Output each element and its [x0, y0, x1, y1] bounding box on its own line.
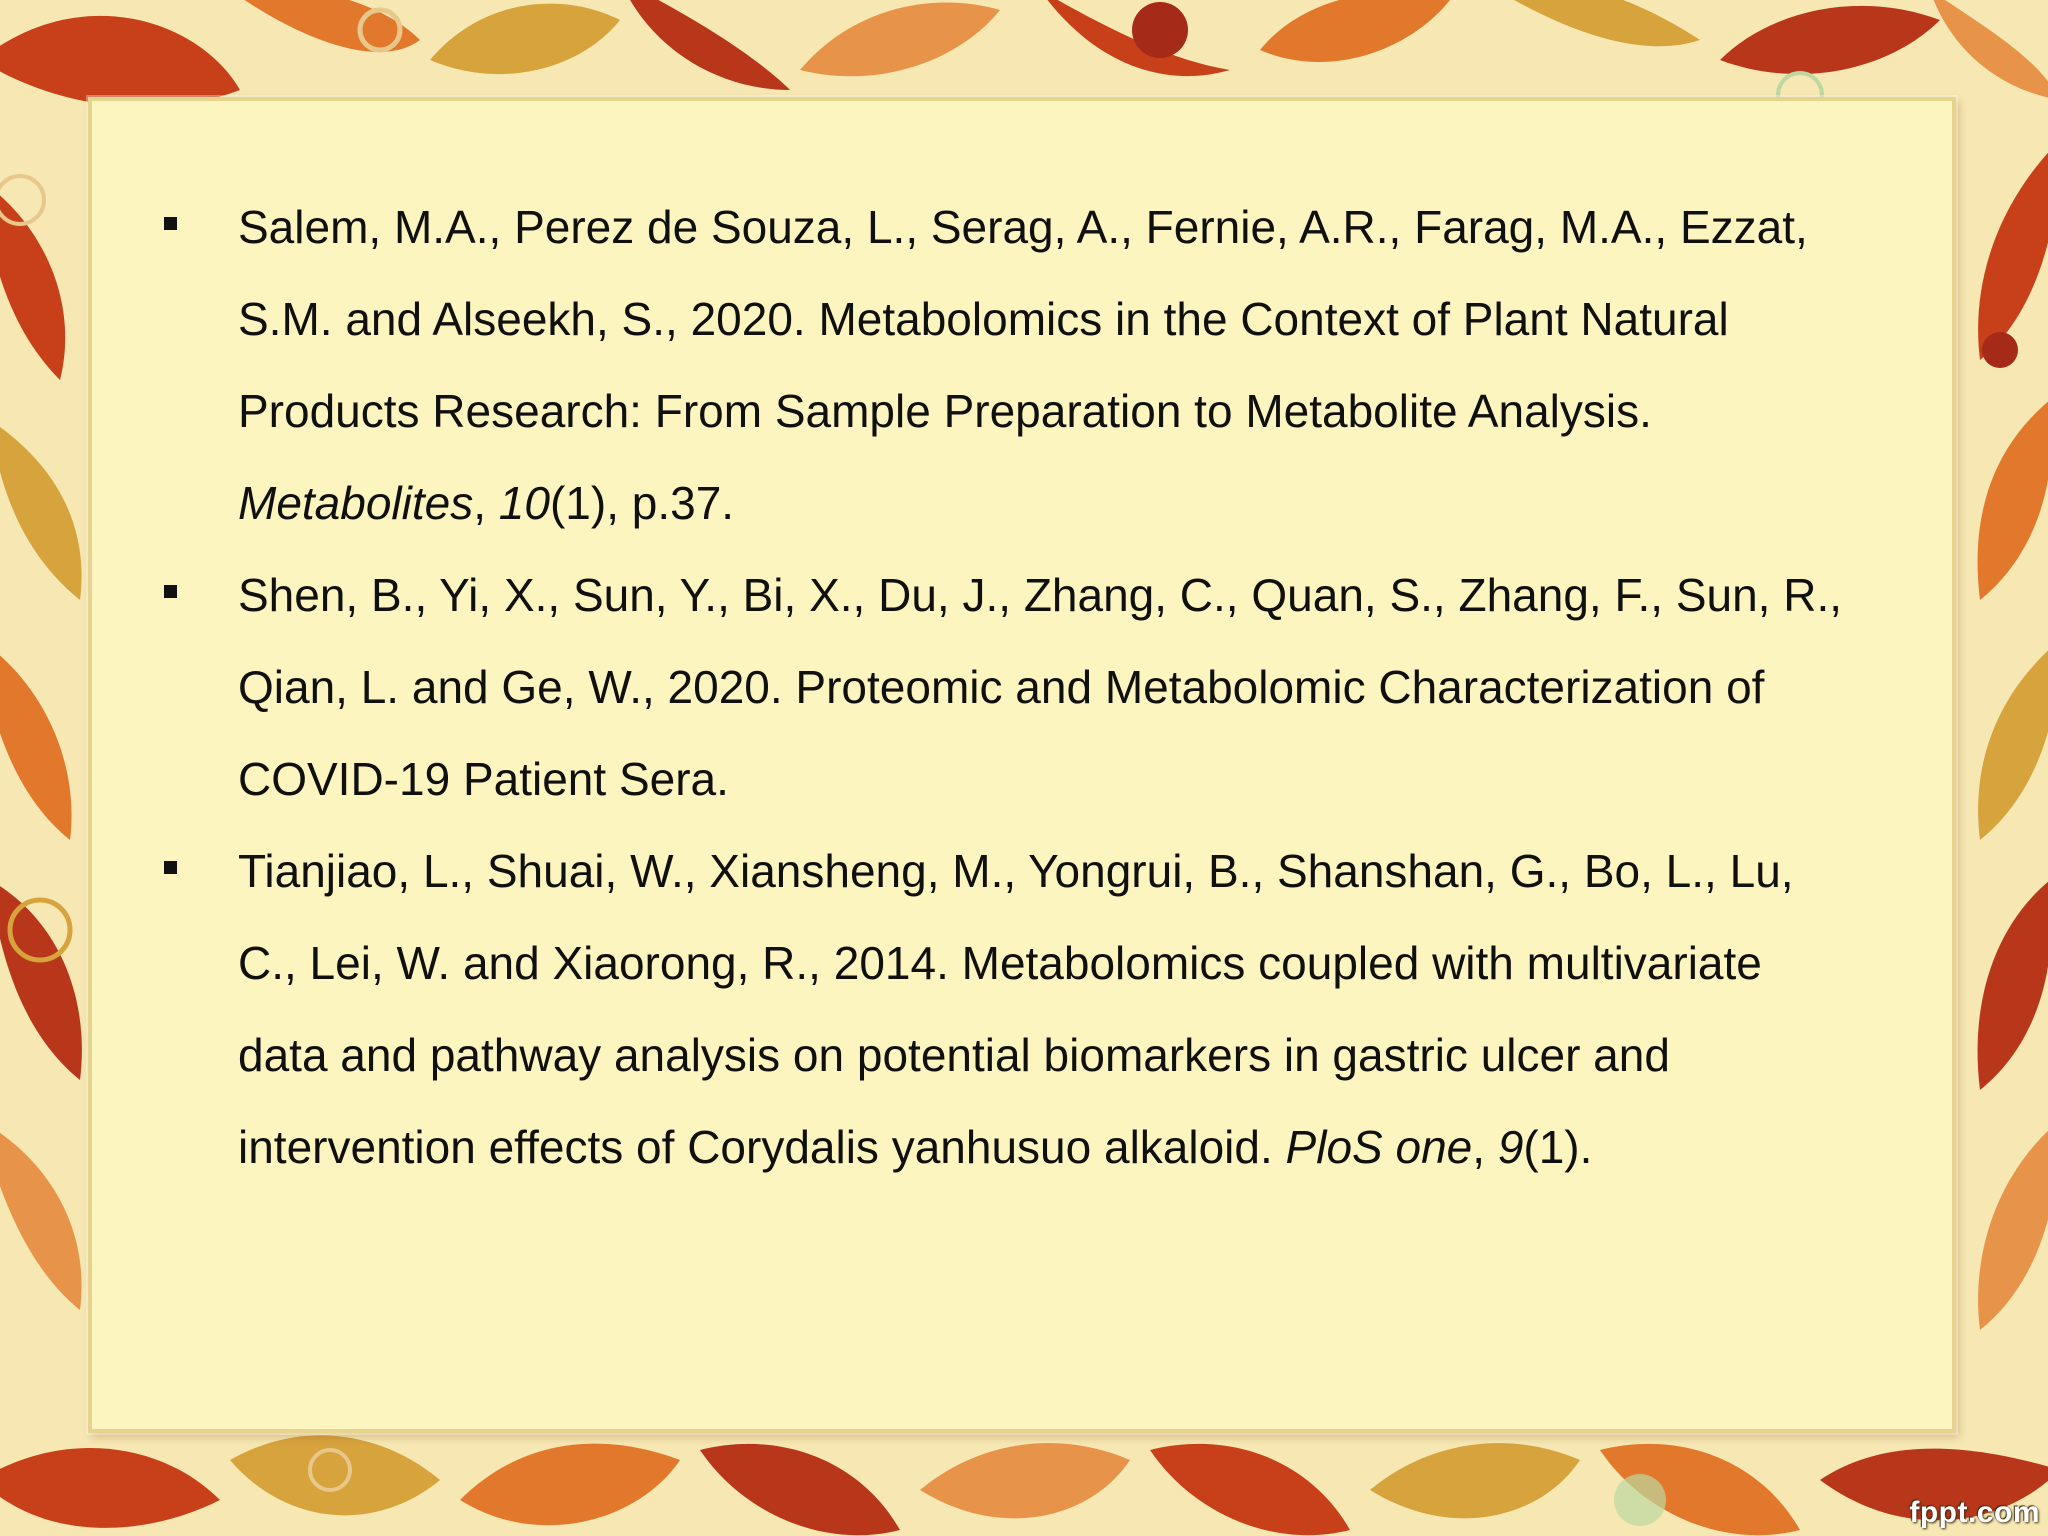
reference-list — [92, 181, 1952, 1193]
square-bullet-icon — [164, 585, 177, 598]
reference-text — [238, 201, 1808, 529]
reference-journal: Metabolites — [238, 477, 474, 529]
square-bullet-icon — [164, 217, 177, 230]
list-item — [92, 549, 1952, 825]
content-card — [88, 97, 1956, 1433]
reference-separator: , — [1472, 1121, 1498, 1173]
reference-issue-pages: (1). — [1523, 1121, 1593, 1173]
reference-volume: 9 — [1497, 1121, 1524, 1173]
watermark: fppt.com — [1909, 1496, 2040, 1529]
reference-text — [238, 845, 1794, 1173]
reference-journal: PloS one — [1285, 1121, 1473, 1173]
reference-authors-title: Tianjiao, L., Shuai, W., Xiansheng, M., Yongrui, B., Shanshan, G., Bo, L., Lu, C., Lei, W. and Xiaorong, R., 2014. Metabolomics coupled with multivariate data and pathway analysis on potential biomarkers in gastric ulcer and intervention effects of Corydalis yanhusuo alkaloid. — [238, 845, 1794, 1173]
reference-issue-pages: (1), p.37. — [549, 477, 735, 529]
reference-separator: , — [473, 477, 499, 529]
reference-volume: 10 — [498, 477, 550, 529]
list-item — [92, 825, 1952, 1193]
reference-text: Shen, B., Yi, X., Sun, Y., Bi, X., Du, J., Zhang, C., Quan, S., Zhang, F., Sun, R., Qian, L. and Ge, W., 2020. Proteomic and Metabolomic Characterization of COVID-19 Patient Sera. — [238, 569, 1843, 805]
square-bullet-icon — [164, 861, 177, 874]
list-item — [92, 181, 1952, 549]
reference-authors-title: Salem, M.A., Perez de Souza, L., Serag, A., Fernie, A.R., Farag, M.A., Ezzat, S.M. and Alseekh, S., 2020. Metabolomics in the Context of Plant Natural Products Research: From Sample Preparation to Metabolite Analysis. — [238, 201, 1808, 437]
